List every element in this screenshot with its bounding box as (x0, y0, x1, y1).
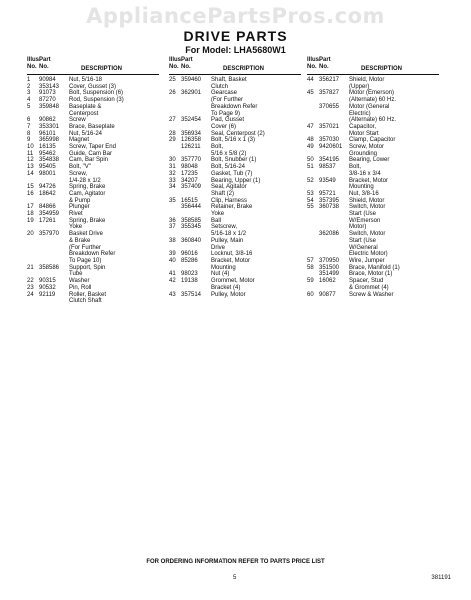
table-row (307, 144, 439, 157)
part-number: 357970 (39, 231, 60, 238)
table-row (307, 90, 439, 103)
table-row (169, 164, 301, 171)
table-row (169, 238, 301, 251)
table-row (169, 131, 301, 138)
part-number: 16515 (181, 197, 198, 204)
part-description: Switch, Motor Start (Use W/General Electric Motor) (349, 231, 388, 258)
illus-number: 57 (307, 257, 314, 264)
table-row (27, 90, 159, 97)
illus-number: 7 (27, 123, 31, 130)
part-description: Motor (General Electric) (Alternate) 60 Hz. (349, 103, 397, 124)
table-row (169, 204, 301, 217)
part-number: 95721 (319, 190, 336, 197)
table-row (307, 198, 439, 205)
part-description: Brace, Baseplate (69, 123, 115, 130)
illus-number: 12 (27, 157, 34, 164)
table-row (27, 191, 159, 204)
table-row (27, 164, 159, 171)
part-number: 92119 (39, 291, 56, 298)
watermark: AppliancePartsPros.com (86, 4, 385, 28)
illus-number: 53 (307, 190, 314, 197)
part-number: 362086 (319, 231, 340, 238)
table-row (307, 204, 439, 231)
table-row (307, 104, 439, 124)
table-row (307, 265, 439, 272)
table-row (307, 137, 439, 144)
table-row (307, 77, 439, 90)
part-description: Pin, Roll (69, 284, 92, 291)
description-header: DESCRIPTION (361, 66, 403, 72)
illus-number: 30 (169, 157, 176, 164)
part-number: 356444 (181, 204, 202, 211)
illus-number: 15 (27, 184, 34, 191)
part-number: 359460 (181, 77, 202, 83)
illus-number: 39 (169, 251, 176, 258)
illus-number: 48 (307, 137, 314, 144)
part-description: Seal, Centerpost (2) (211, 130, 265, 137)
part-description: Magnet (69, 137, 90, 144)
part-number: 358585 (181, 217, 202, 224)
part-number: 356934 (181, 130, 202, 137)
part-description: Screw (69, 117, 86, 124)
part-description: Retainer, Brake Yoke (211, 204, 253, 218)
illus-number: 43 (169, 291, 176, 298)
part-number: 351499 (319, 271, 340, 278)
part-number: 353143 (39, 83, 60, 90)
part-description: Pulley, Main Drive (211, 237, 244, 251)
part-number: 357021 (319, 123, 340, 130)
part-number: 16062 (319, 278, 336, 285)
illus-number: 29 (169, 137, 176, 144)
part-description: Pad, Gusset Cover (6) (211, 117, 245, 130)
part-number: 370655 (319, 103, 340, 110)
part-number: 96016 (181, 251, 198, 258)
illus-number: 23 (27, 284, 34, 291)
part-number: 93549 (319, 177, 336, 184)
part-number: 84866 (39, 204, 56, 211)
illus-number: 36 (169, 217, 176, 224)
column-header (169, 57, 301, 75)
part-number: 90532 (39, 284, 56, 291)
illus-number: 41 (169, 271, 176, 278)
table-row (27, 285, 159, 292)
table-row (27, 97, 159, 104)
table-row (169, 224, 301, 237)
part-description: Bolt, Snubber (1) (211, 157, 257, 164)
part-description: Nut, 5/16-18 (69, 77, 103, 83)
illus-number: 25 (169, 77, 176, 83)
illus-number: 13 (27, 164, 34, 171)
illus-number (169, 144, 181, 157)
part-number: 85286 (181, 257, 198, 264)
part-description: Bracket, Motor Mounting (349, 177, 389, 191)
part-number: 352454 (181, 117, 202, 124)
part-number: 357409 (181, 184, 202, 191)
table-row (307, 292, 439, 299)
table-row (169, 251, 301, 258)
part-number: 9420601 (319, 144, 343, 151)
part-description: Pulley, Motor (211, 291, 246, 298)
illus-number: 51 (307, 164, 314, 171)
parts-column-3 (307, 57, 439, 298)
illus-header: Illus. No. (169, 57, 183, 70)
illus-number: 17 (27, 204, 34, 211)
illus-number (169, 204, 181, 217)
part-number: 90862 (39, 117, 56, 124)
illus-number: 21 (27, 264, 34, 271)
illus-number (307, 104, 319, 124)
illus-number: 9 (27, 137, 31, 144)
part-number: 95462 (39, 150, 56, 157)
ordering-note: FOR ORDERING INFORMATION REFER TO PARTS PRICE LIST (146, 559, 325, 565)
table-row (169, 157, 301, 164)
illus-number: 28 (169, 130, 176, 137)
part-description: Rod, Suspension (3) (69, 97, 124, 104)
illus-number (307, 231, 319, 258)
part-number: 94726 (39, 184, 56, 191)
illus-number: 52 (307, 177, 314, 184)
table-row (27, 211, 159, 218)
part-number: 91073 (39, 90, 56, 97)
illus-number: 18 (27, 211, 34, 218)
illus-number: 54 (307, 197, 314, 204)
rows (169, 77, 301, 298)
table-row (169, 184, 301, 197)
part-description: Spacer, Stud & Grommet (4) (349, 278, 389, 291)
model-subtitle: For Model: LHA5680W1 (185, 45, 286, 55)
table-row (27, 231, 159, 265)
part-number: 95405 (39, 164, 56, 171)
part-description: Spring, Brake Yoke (69, 217, 106, 231)
part-number: 17261 (39, 217, 56, 224)
illus-header: Illus. No. (27, 57, 41, 70)
page-number: 5 (233, 575, 237, 581)
description-header: DESCRIPTION (81, 66, 123, 72)
table-row (307, 278, 439, 291)
part-number: 360840 (181, 237, 202, 244)
part-number: 126358 (181, 137, 202, 144)
illus-number: 16 (27, 190, 34, 197)
table-row (169, 278, 301, 291)
table-row (27, 204, 159, 211)
illus-number: 27 (169, 117, 176, 124)
illus-number: 10 (27, 144, 34, 151)
part-description: Cam, Agitator & Pump (69, 190, 106, 204)
illus-number: 5 (27, 103, 31, 110)
part-description: Plunger (69, 204, 90, 211)
part-description: Baseplate & Centerpost (69, 103, 102, 117)
part-description: Capacitor, Motor Start (349, 123, 379, 137)
description-header: DESCRIPTION (223, 66, 265, 72)
part-number: 354195 (319, 157, 340, 164)
illus-number: 24 (27, 291, 34, 298)
part-number: 357395 (319, 197, 340, 204)
illus-number: 35 (169, 197, 176, 204)
part-description: Bolt, "V" (69, 164, 91, 171)
table-row (307, 157, 439, 164)
part-number: 365998 (39, 137, 60, 144)
table-row (307, 191, 439, 198)
illus-number: 11 (27, 150, 34, 157)
part-number: 98001 (39, 170, 56, 177)
rows (307, 77, 439, 298)
part-description: Grommet, Motor Bracket (4) (211, 278, 255, 291)
column-header (307, 57, 439, 75)
part-description: Guide, Cam Bar (69, 150, 113, 157)
part-description: Bolt, 3/8-16 x 3/4 (349, 164, 381, 177)
part-number: 98537 (319, 164, 336, 171)
illus-number: 47 (307, 123, 314, 130)
table-row (27, 218, 159, 231)
illus-number: 34 (169, 184, 176, 191)
part-number: 357030 (319, 137, 340, 144)
rows (27, 77, 159, 305)
part-description: Nut, 5/16-24 (69, 130, 103, 137)
part-header: Part No. (39, 57, 51, 70)
part-number: 358586 (39, 264, 60, 271)
part-description: Bolt, 5/16 x 5/8 (2) (211, 144, 247, 157)
part-description: Gasket, Tub (7) (211, 170, 253, 177)
table-row (27, 184, 159, 191)
part-description: Ball (211, 217, 222, 224)
part-description: Screw, Taper End (69, 144, 116, 151)
part-number: 370950 (319, 257, 340, 264)
illus-number: 14 (27, 170, 34, 177)
illus-number: 40 (169, 257, 176, 264)
part-number: 360738 (319, 204, 340, 211)
table-row (27, 171, 159, 184)
table-row (307, 258, 439, 265)
table-row (169, 77, 301, 90)
part-number: 351500 (319, 264, 340, 271)
illus-number: 59 (307, 278, 314, 285)
illus-number: 22 (27, 278, 34, 285)
part-description: Brace, Manifold (1) (349, 264, 400, 271)
table-row (169, 117, 301, 130)
table-row (27, 124, 159, 131)
illus-number: 42 (169, 278, 176, 285)
illus-number: 44 (307, 77, 314, 83)
column-header (27, 57, 159, 75)
illus-number: 32 (169, 170, 176, 177)
table-row (27, 292, 159, 305)
part-description: Nut, 3/8-16 (349, 190, 379, 197)
table-row (27, 77, 159, 84)
table-row (27, 131, 159, 138)
table-row (169, 198, 301, 205)
part-description: Locknut, 3/8-16 (211, 251, 253, 258)
table-row (27, 84, 159, 91)
part-description: Cover, Gusset (3) (69, 83, 117, 90)
illus-number: 8 (27, 130, 31, 137)
illus-number: 31 (169, 164, 176, 171)
document-code: 381191 (431, 575, 451, 581)
table-row (169, 271, 301, 278)
part-number: 362901 (181, 90, 202, 97)
part-description: Shield, Motor (349, 197, 385, 204)
parts-table (27, 57, 447, 527)
part-number: 16135 (39, 144, 56, 151)
part-description: Bolt, Suspension (6) (69, 90, 124, 97)
part-number: 18642 (39, 190, 56, 197)
part-number: 98048 (181, 164, 198, 171)
table-row (27, 144, 159, 151)
part-number: 126211 (181, 144, 201, 151)
table-row (307, 271, 439, 278)
illus-number: 19 (27, 217, 34, 224)
illus-number: 4 (27, 97, 31, 104)
part-description: Cam, Bar Spin (69, 157, 109, 164)
illus-number (307, 271, 319, 278)
part-header: Part No. (319, 57, 331, 70)
part-description: Gearcase (For Further Breakdown Refer To Page 9) (211, 90, 258, 117)
illus-number: 50 (307, 157, 314, 164)
table-row (27, 137, 159, 144)
illus-number: 45 (307, 90, 314, 97)
part-description: Shield, Motor (Upper) (349, 77, 385, 90)
illus-number: 20 (27, 231, 34, 238)
illus-number: 3 (27, 90, 31, 97)
table-row (307, 178, 439, 191)
table-row (169, 292, 301, 299)
part-number: 34207 (181, 177, 198, 184)
illus-number: 60 (307, 291, 314, 298)
illus-number: 2 (27, 83, 31, 90)
table-row (307, 164, 439, 177)
table-row (27, 265, 159, 278)
table-row (27, 278, 159, 285)
part-number: 354838 (39, 157, 60, 164)
part-description: Roller, Basket Clutch Shaft (69, 291, 107, 305)
part-number: 90877 (319, 291, 336, 298)
table-row (169, 171, 301, 178)
part-description: Support, Spin Tube (69, 264, 106, 278)
illus-number: 49 (307, 144, 314, 151)
part-description: Seal, Agitator Shaft (2) (211, 184, 247, 197)
part-number: 17235 (181, 170, 198, 177)
part-header: Part No. (181, 57, 193, 70)
table-row (27, 104, 159, 117)
part-number: 357827 (319, 90, 340, 97)
part-number: 359848 (39, 103, 60, 110)
parts-column-1 (27, 57, 159, 305)
table-row (169, 90, 301, 117)
part-description: Washer (69, 278, 90, 285)
illus-number: 55 (307, 204, 314, 211)
part-description: Motor (Emerson) (Alternate) 60 Hz. (349, 90, 397, 104)
part-description: Nut (4) (211, 271, 230, 278)
illus-number: 26 (169, 90, 176, 97)
table-row (169, 218, 301, 225)
part-description: Clip, Harness (211, 197, 248, 204)
table-row (307, 231, 439, 258)
part-number: 353301 (39, 123, 60, 130)
part-number: 90315 (39, 278, 56, 285)
part-number: 355345 (181, 224, 202, 231)
illus-number: 6 (27, 117, 31, 124)
part-description: Basket Drive & Brake (For Further Breakdown Refer To Page 10) (69, 231, 116, 264)
part-description: Screw, 1/4-28 x 1/2 (69, 170, 101, 184)
table-row (169, 178, 301, 185)
part-description: Screw, Motor Grounding (349, 144, 385, 157)
part-description: Spring, Brake (69, 184, 106, 191)
part-description: Bolt, 5/16-24 (211, 164, 246, 171)
part-description: Wire, Jumper (349, 257, 385, 264)
part-description: Setscrew, 5/16-18 x 1/2 (211, 224, 247, 238)
table-row (27, 151, 159, 158)
part-description: Switch, Motor Start (Use W/Emerson Motor) (349, 204, 386, 231)
part-description: Bolt, 5/16 x 1 (3) (211, 137, 256, 144)
part-number: 357514 (181, 291, 202, 298)
part-description: Clamp, Capacitor (349, 137, 396, 144)
part-number: 356217 (319, 77, 340, 83)
part-description: Bracket, Motor Mounting (211, 257, 251, 271)
page-title: DRIVE PARTS (183, 28, 288, 44)
part-number: 354959 (39, 211, 60, 218)
part-number: 87270 (39, 97, 56, 104)
part-number: 96101 (39, 130, 56, 137)
table-row (169, 144, 301, 157)
part-description: Screw & Washer (349, 291, 394, 298)
table-row (27, 117, 159, 124)
table-row (27, 157, 159, 164)
table-row (169, 258, 301, 271)
illus-header: Illus. No. (307, 57, 321, 70)
table-row (307, 124, 439, 137)
part-description: Bearing, Lower (349, 157, 390, 164)
part-description: Rivet (69, 211, 83, 218)
illus-number: 1 (27, 77, 31, 83)
part-description: Bearing, Upper (1) (211, 177, 261, 184)
parts-column-2 (169, 57, 301, 298)
illus-number: 38 (169, 237, 176, 244)
part-number: 90984 (39, 77, 56, 83)
table-row (169, 137, 301, 144)
part-number: 357770 (181, 157, 202, 164)
part-description: Brace, Motor (1) (349, 271, 393, 278)
part-description: Shaft, Basket Clutch (211, 77, 247, 90)
part-number: 19138 (181, 278, 198, 285)
illus-number: 58 (307, 264, 314, 271)
illus-number: 37 (169, 224, 176, 231)
illus-number: 33 (169, 177, 176, 184)
part-number: 98023 (181, 271, 198, 278)
